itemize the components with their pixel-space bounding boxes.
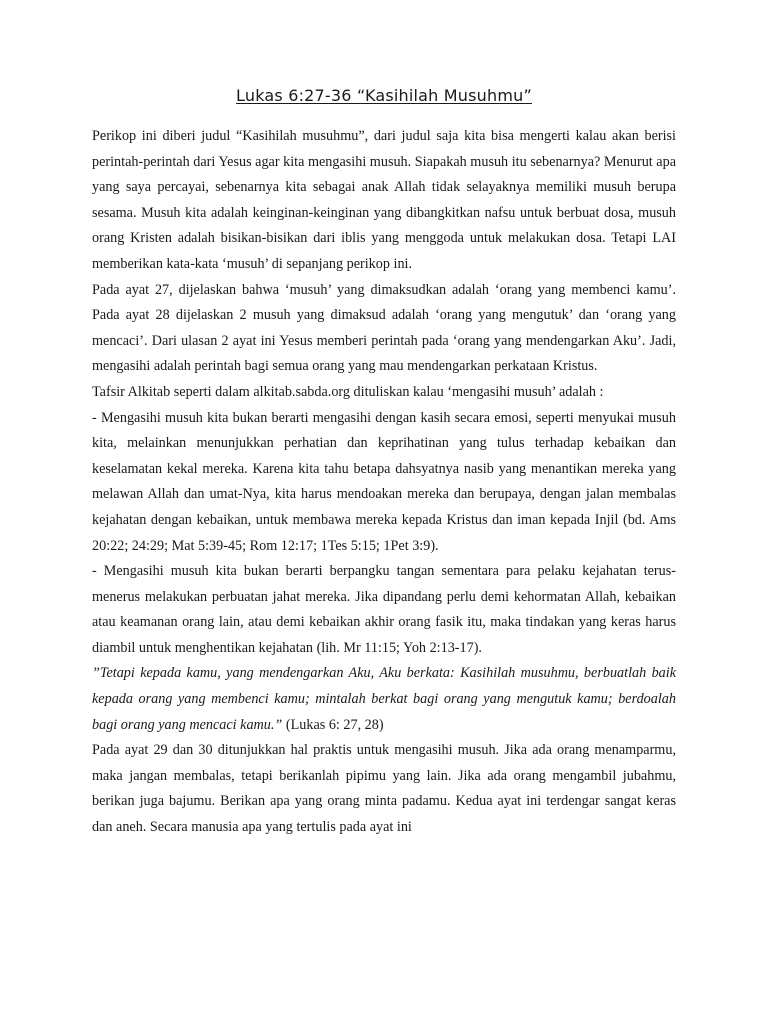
bible-quote [92,661,676,738]
paragraph-tafsir-intro: Tafsir Alkitab seperti dalam alkitab.sabda.org dituliskan kalau ‘mengasihi musuh’ adalah : [92,383,604,400]
bible-quote-reference: (Lukas 6: 27, 28) [282,716,384,733]
document-body [92,124,676,841]
paragraph-intro: Perikop ini diberi judul “Kasihilah musuhmu”, dari judul saja kita bisa mengerti kalau akan berisi perintah-perintah dari Yesus agar kita mengasihi musuh. Siapakah musuh itu sebenarnya? Menurut apa yang saya percayai, sebenarnya kita sebagai anak Allah tidak selayaknya memiliki musuh berupa sesama. Musuh kita adalah keinginan-keinginan yang dibangkitkan nafsu untuk berbuat dosa, musuh orang Kristen adalah bisikan-bisikan dari iblis yang menggoda untuk melakukan dosa. Tetapi LAI memberikan kata-kata ‘musuh’ di sepanjang perikop ini. [92,128,676,272]
bible-quote-text: ”Tetapi kepada kamu, yang mendengarkan Aku, Aku berkata: Kasihilah musuhmu, berbuatlah baik kepada orang yang membenci kamu; mintalah berkat bagi orang yang mengutuk kamu; berdoalah bagi orang yang mencaci kamu.” [92,665,676,733]
paragraph-verse-27-28: Pada ayat 27, dijelaskan bahwa ‘musuh’ yang dimaksudkan adalah ‘orang yang membenci kamu’. Pada ayat 28 dijelaskan 2 musuh yang dimaksud adalah ‘orang yang mengutuk’ dan ‘orang yang mencaci’. Dari ulasan 2 ayat ini Yesus memberi perintah pada ‘orang yang mendengarkan Aku’. Jadi, mengasihi adalah perintah bagi semua orang yang mau mendengarkan perkataan Kristus. [92,281,676,375]
page-title: Lukas 6:27-36 “Kasihilah Musuhmu” [236,86,532,105]
paragraph-tafsir-point-1: - Mengasihi musuh kita bukan berarti mengasihi dengan kasih secara emosi, seperti menyukai musuh kita, melainkan menunjukkan perhatian dan keprihatinan yang tulus terhadap kebaikan dan keselamatan kekal mereka. Karena kita tahu betapa dahsyatnya nasib yang menantikan mereka yang melawan Allah dan umat-Nya, kita harus mendoakan mereka dan berupaya, dengan jalan membalas kejahatan dengan kebaikan, untuk membawa mereka kepada Kristus dan iman kepada Injil (bd. Ams 20:22; 24:29; Mat 5:39-45; Rom 12:17; 1Tes 5:15; 1Pet 3:9). [92,409,676,554]
paragraph-tafsir-point-2: - Mengasihi musuh kita bukan berarti berpangku tangan sementara para pelaku kejahatan terus-menerus melakukan perbuatan jahat mereka. Jika dipandang perlu demi kehormatan Allah, kebaikan atau keamanan orang lain, atau demi kebaikan akhir orang fasik itu, maka tindakan yang keras harus diambil untuk menghentikan kejahatan (lih. Mr 11:15; Yoh 2:13-17). [92,563,676,656]
paragraph-verse-29-30: Pada ayat 29 dan 30 ditunjukkan hal praktis untuk mengasihi musuh. Jika ada orang menamparmu, maka jangan membalas, tetapi berikanlah pipimu yang lain. Jika ada orang mengambil jubahmu, berikan juga bajumu. Berikan apa yang orang minta padamu. Kedua ayat ini terdengar sangat keras dan aneh. Secara manusia apa yang tertulis pada ayat ini [92,742,676,836]
